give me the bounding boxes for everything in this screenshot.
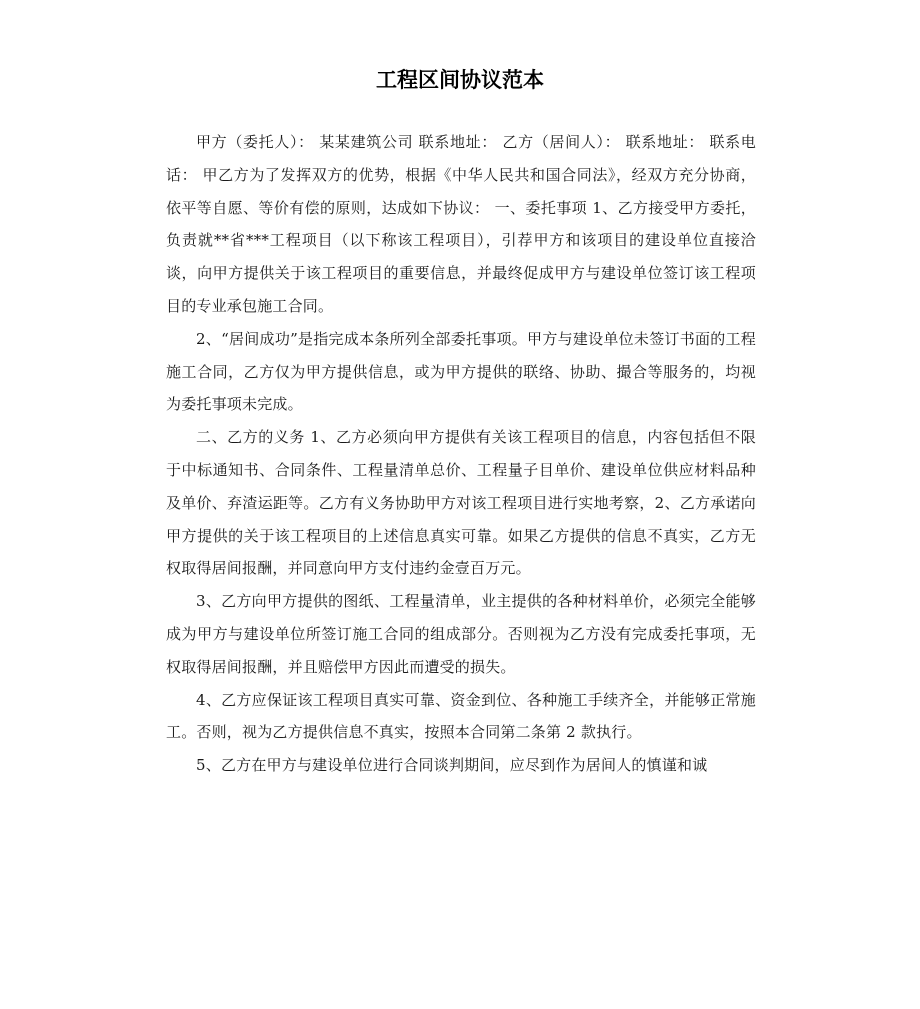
document-body [166, 126, 756, 782]
paragraph-parties-and-delegation: 甲方（委托人）： 某某建筑公司 联系地址： 乙方（居间人）： 联系地址： 联系电话： 甲乙方为了发挥双方的优势，根据《中华人民共和国合同法》，经双方充分协商，依平等自愿、等价有偿的原则，达成如下协议： 一、委托事项 1、乙方接受甲方委托，负责就**省***工程项目（以下称该工程项目），引荐甲方和该项目的建设单位直接洽谈，向甲方提供关于该工程项目的重要信息，并最终促成甲方与建设单位签订该工程项目的专业承包施工合同。 [166, 133, 756, 315]
paragraph-drawings-and-quantities: 3、乙方向甲方提供的图纸、工程量清单，业主提供的各种材料单价，必须完全能够成为甲方与建设单位所签订施工合同的组成部分。否则视为乙方没有完成委托事项，无权取得居间报酬，并且赔偿甲方因此而遭受的损失。 [166, 592, 756, 676]
paragraph-mediation-success: 2、“居间成功”是指完成本条所列全部委托事项。甲方与建设单位未签订书面的工程施工合同，乙方仅为甲方提供信息，或为甲方提供的联络、协助、撮合等服务的，均视为委托事项未完成。 [166, 329, 756, 414]
paragraph-party-b-obligations: 二、乙方的义务 1、乙方必须向甲方提供有关该工程项目的信息，内容包括但不限于中标通知书、合同条件、工程量清单总价、工程量子目单价、建设单位供应材料品种及单价、弃渣运距等。乙方有义务协助甲方对该工程项目进行实地考察，2、乙方承诺向甲方提供的关于该工程项目的上述信息真实可靠。如果乙方提供的信息不真实，乙方无权取得居间报酬，并同意向甲方支付违约金壹百万元。 [166, 428, 756, 578]
paragraph-negotiation-duty: 5、乙方在甲方与建设单位进行合同谈判期间，应尽到作为居间人的慎谨和诚 [196, 756, 708, 775]
paragraph-project-guarantee: 4、乙方应保证该工程项目真实可靠、资金到位、各种施工手续齐全，并能够正常施工。否则，视为乙方提供信息不真实，按照本合同第二条第 2 款执行。 [166, 690, 756, 742]
document-title: 工程区间协议范本 [376, 68, 544, 92]
